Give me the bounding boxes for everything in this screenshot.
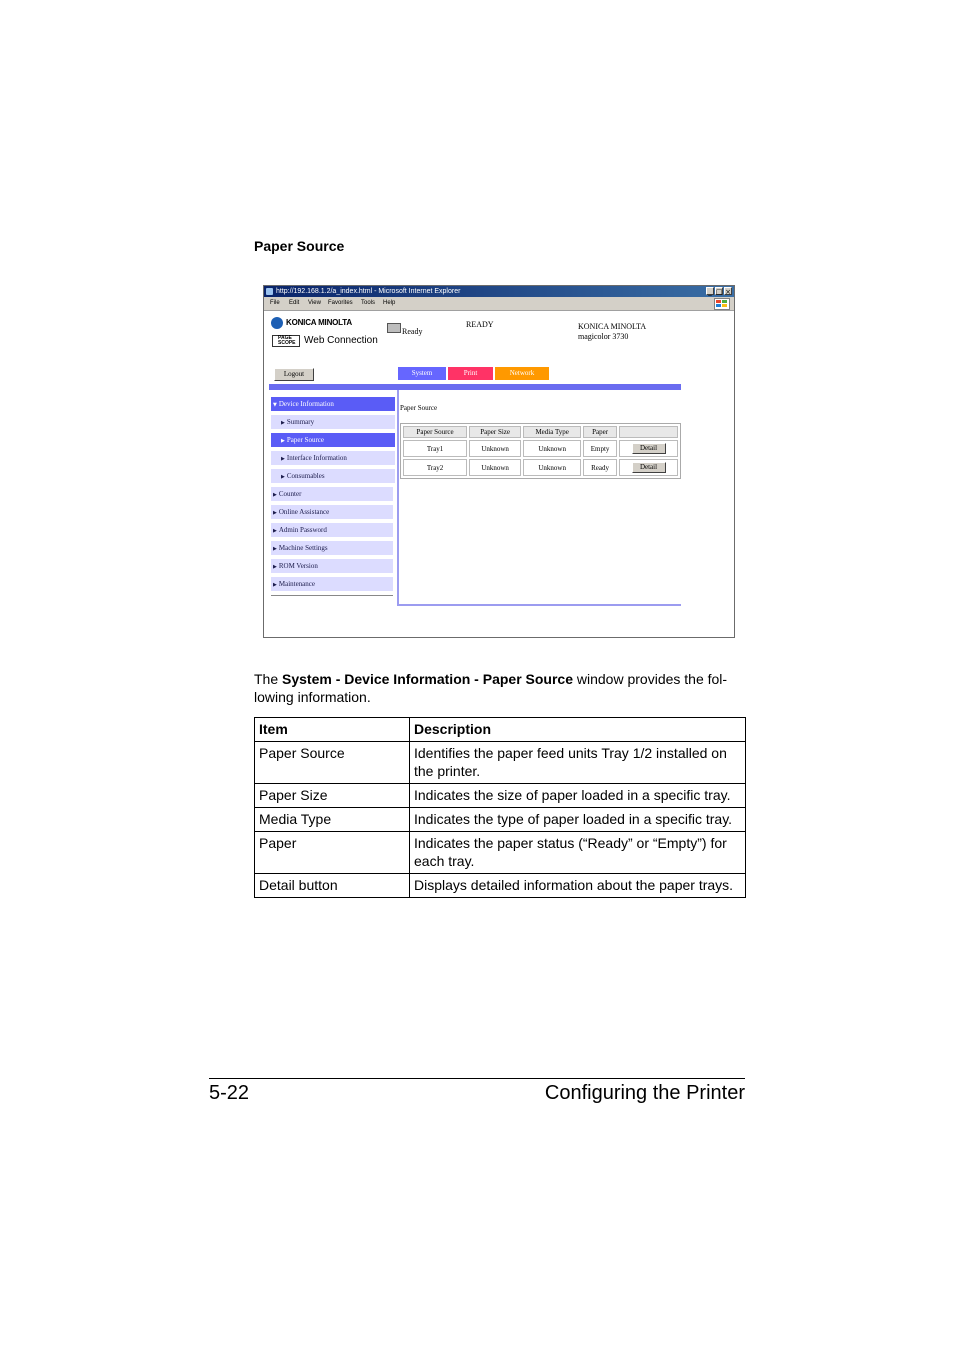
description-cell: Indicates the type of paper loaded in a specific tray. [410, 808, 746, 832]
chevron-right-icon: ▶ [281, 420, 285, 426]
table-row [255, 742, 746, 784]
menu-view[interactable]: View [308, 300, 321, 306]
detail-button[interactable]: Detail [632, 462, 666, 473]
nav-bottom-divider [271, 595, 393, 596]
table-row [255, 808, 746, 832]
ie-icon [266, 288, 273, 295]
nav-rom-version[interactable]: ▶ ROM Version [271, 559, 393, 573]
chevron-right-icon: ▶ [273, 492, 277, 498]
printer-ready-label: Ready [402, 327, 423, 336]
chevron-right-icon: ▶ [273, 510, 277, 516]
chevron-right-icon: ▶ [273, 564, 277, 570]
nav-device-information[interactable]: ▼ Device Information [271, 397, 395, 411]
footer-rule [209, 1078, 745, 1079]
chevron-down-icon: ▼ [273, 402, 277, 408]
table-row [403, 440, 678, 457]
description-cell: Indicates the size of paper loaded in a specific tray. [410, 784, 746, 808]
table-row [255, 874, 746, 898]
menu-file[interactable]: File [270, 300, 280, 306]
detail-button[interactable]: Detail [632, 443, 666, 454]
page-number: 5-22 [209, 1082, 250, 1104]
chevron-right-icon: ▶ [273, 528, 277, 534]
konica-minolta-logo-icon [271, 317, 283, 329]
browser-title-bar [264, 286, 734, 297]
chapter-title: Configuring the Printer [544, 1082, 745, 1104]
description-cell: Indicates the paper status (“Ready” or “Empty”) for each tray. [410, 832, 746, 874]
nav-content-divider [397, 390, 399, 606]
nav-counter[interactable]: ▶ Counter [271, 487, 393, 501]
tray-name: Tray1 [403, 440, 467, 457]
menu-help[interactable]: Help [383, 300, 396, 306]
close-button[interactable]: × [725, 288, 731, 296]
menu-edit[interactable]: Edit [289, 300, 300, 306]
description-cell: Displays detailed information about the paper trays. [410, 874, 746, 898]
column-header: Item [255, 718, 410, 742]
nav-consumables[interactable]: ▶ Consumables [271, 469, 395, 483]
nav-summary[interactable]: ▶ Summary [271, 415, 395, 429]
nav-maintenance[interactable]: ▶ Maintenance [271, 577, 393, 591]
item-cell: Paper [255, 832, 410, 874]
chevron-right-icon: ▶ [281, 456, 285, 462]
item-cell: Paper Size [255, 784, 410, 808]
description-table [254, 717, 746, 898]
nav-admin-password[interactable]: ▶ Admin Password [271, 523, 393, 537]
section-heading: Paper Source [254, 238, 345, 254]
model-name: magicolor 3730 [578, 332, 629, 341]
minimize-button[interactable]: _ [706, 287, 714, 295]
item-cell: Media Type [255, 808, 410, 832]
column-header: Media Type [523, 426, 581, 438]
media-type: Unknown [523, 459, 581, 476]
column-header [619, 426, 678, 438]
paper-size: Unknown [469, 459, 521, 476]
brand-name: KONICA MINOLTA [286, 318, 352, 327]
chevron-right-icon: ▶ [281, 474, 285, 480]
tab-network[interactable]: Network [495, 367, 549, 380]
paper-source-table [400, 423, 681, 479]
browser-screenshot [263, 285, 735, 638]
pagescope-logo-icon: PAGE SCOPE [272, 335, 300, 347]
intro-bold-path: System - Device Information - Paper Source [282, 671, 573, 687]
nav-interface-information[interactable]: ▶ Interface Information [271, 451, 395, 465]
paper-status: Empty [583, 440, 617, 457]
browser-title: http://192.168.1.2/a_index.html - Microsoft Internet Explorer [276, 288, 461, 295]
column-header: Paper Source [403, 426, 467, 438]
maximize-button[interactable]: □ [716, 288, 723, 296]
chevron-right-icon: ▶ [273, 546, 277, 552]
tray-name: Tray2 [403, 459, 467, 476]
menu-favorites[interactable]: Favorites [328, 300, 353, 306]
table-row [255, 784, 746, 808]
item-cell: Paper Source [255, 742, 410, 784]
printer-icon [387, 323, 401, 333]
paper-status: Ready [583, 459, 617, 476]
web-connection-title: Web Connection [304, 335, 378, 346]
nav-machine-settings[interactable]: ▶ Machine Settings [271, 541, 393, 555]
printer-status: READY [466, 320, 494, 329]
chevron-right-icon: ▶ [273, 582, 277, 588]
paper-size: Unknown [469, 440, 521, 457]
menu-tools[interactable]: Tools [361, 300, 376, 306]
nav-paper-source[interactable]: ▶ Paper Source [271, 433, 395, 447]
table-row [255, 832, 746, 874]
model-brand: KONICA MINOLTA [578, 322, 647, 331]
table-row [403, 459, 678, 476]
header-divider [269, 384, 681, 390]
column-header: Description [410, 718, 746, 742]
description-cell: Identifies the paper feed units Tray 1/2 installed on the printer. [410, 742, 746, 784]
tab-system[interactable]: System [398, 367, 446, 380]
item-cell: Detail button [255, 874, 410, 898]
column-header: Paper Size [469, 426, 521, 438]
intro-paragraph: The System - Device Information - Paper Source window provides the fol-lowing information. [254, 671, 728, 705]
content-title: Paper Source [400, 404, 438, 412]
windows-logo-icon [714, 298, 730, 310]
menu-bar [264, 297, 734, 311]
column-header: Paper [583, 426, 617, 438]
nav-online-assistance[interactable]: ▶ Online Assistance [271, 505, 393, 519]
content-bottom-divider [399, 604, 681, 606]
chevron-right-icon: ▶ [281, 438, 285, 444]
tab-print[interactable]: Print [448, 367, 493, 380]
media-type: Unknown [523, 440, 581, 457]
logout-button[interactable]: Logout [274, 368, 314, 381]
